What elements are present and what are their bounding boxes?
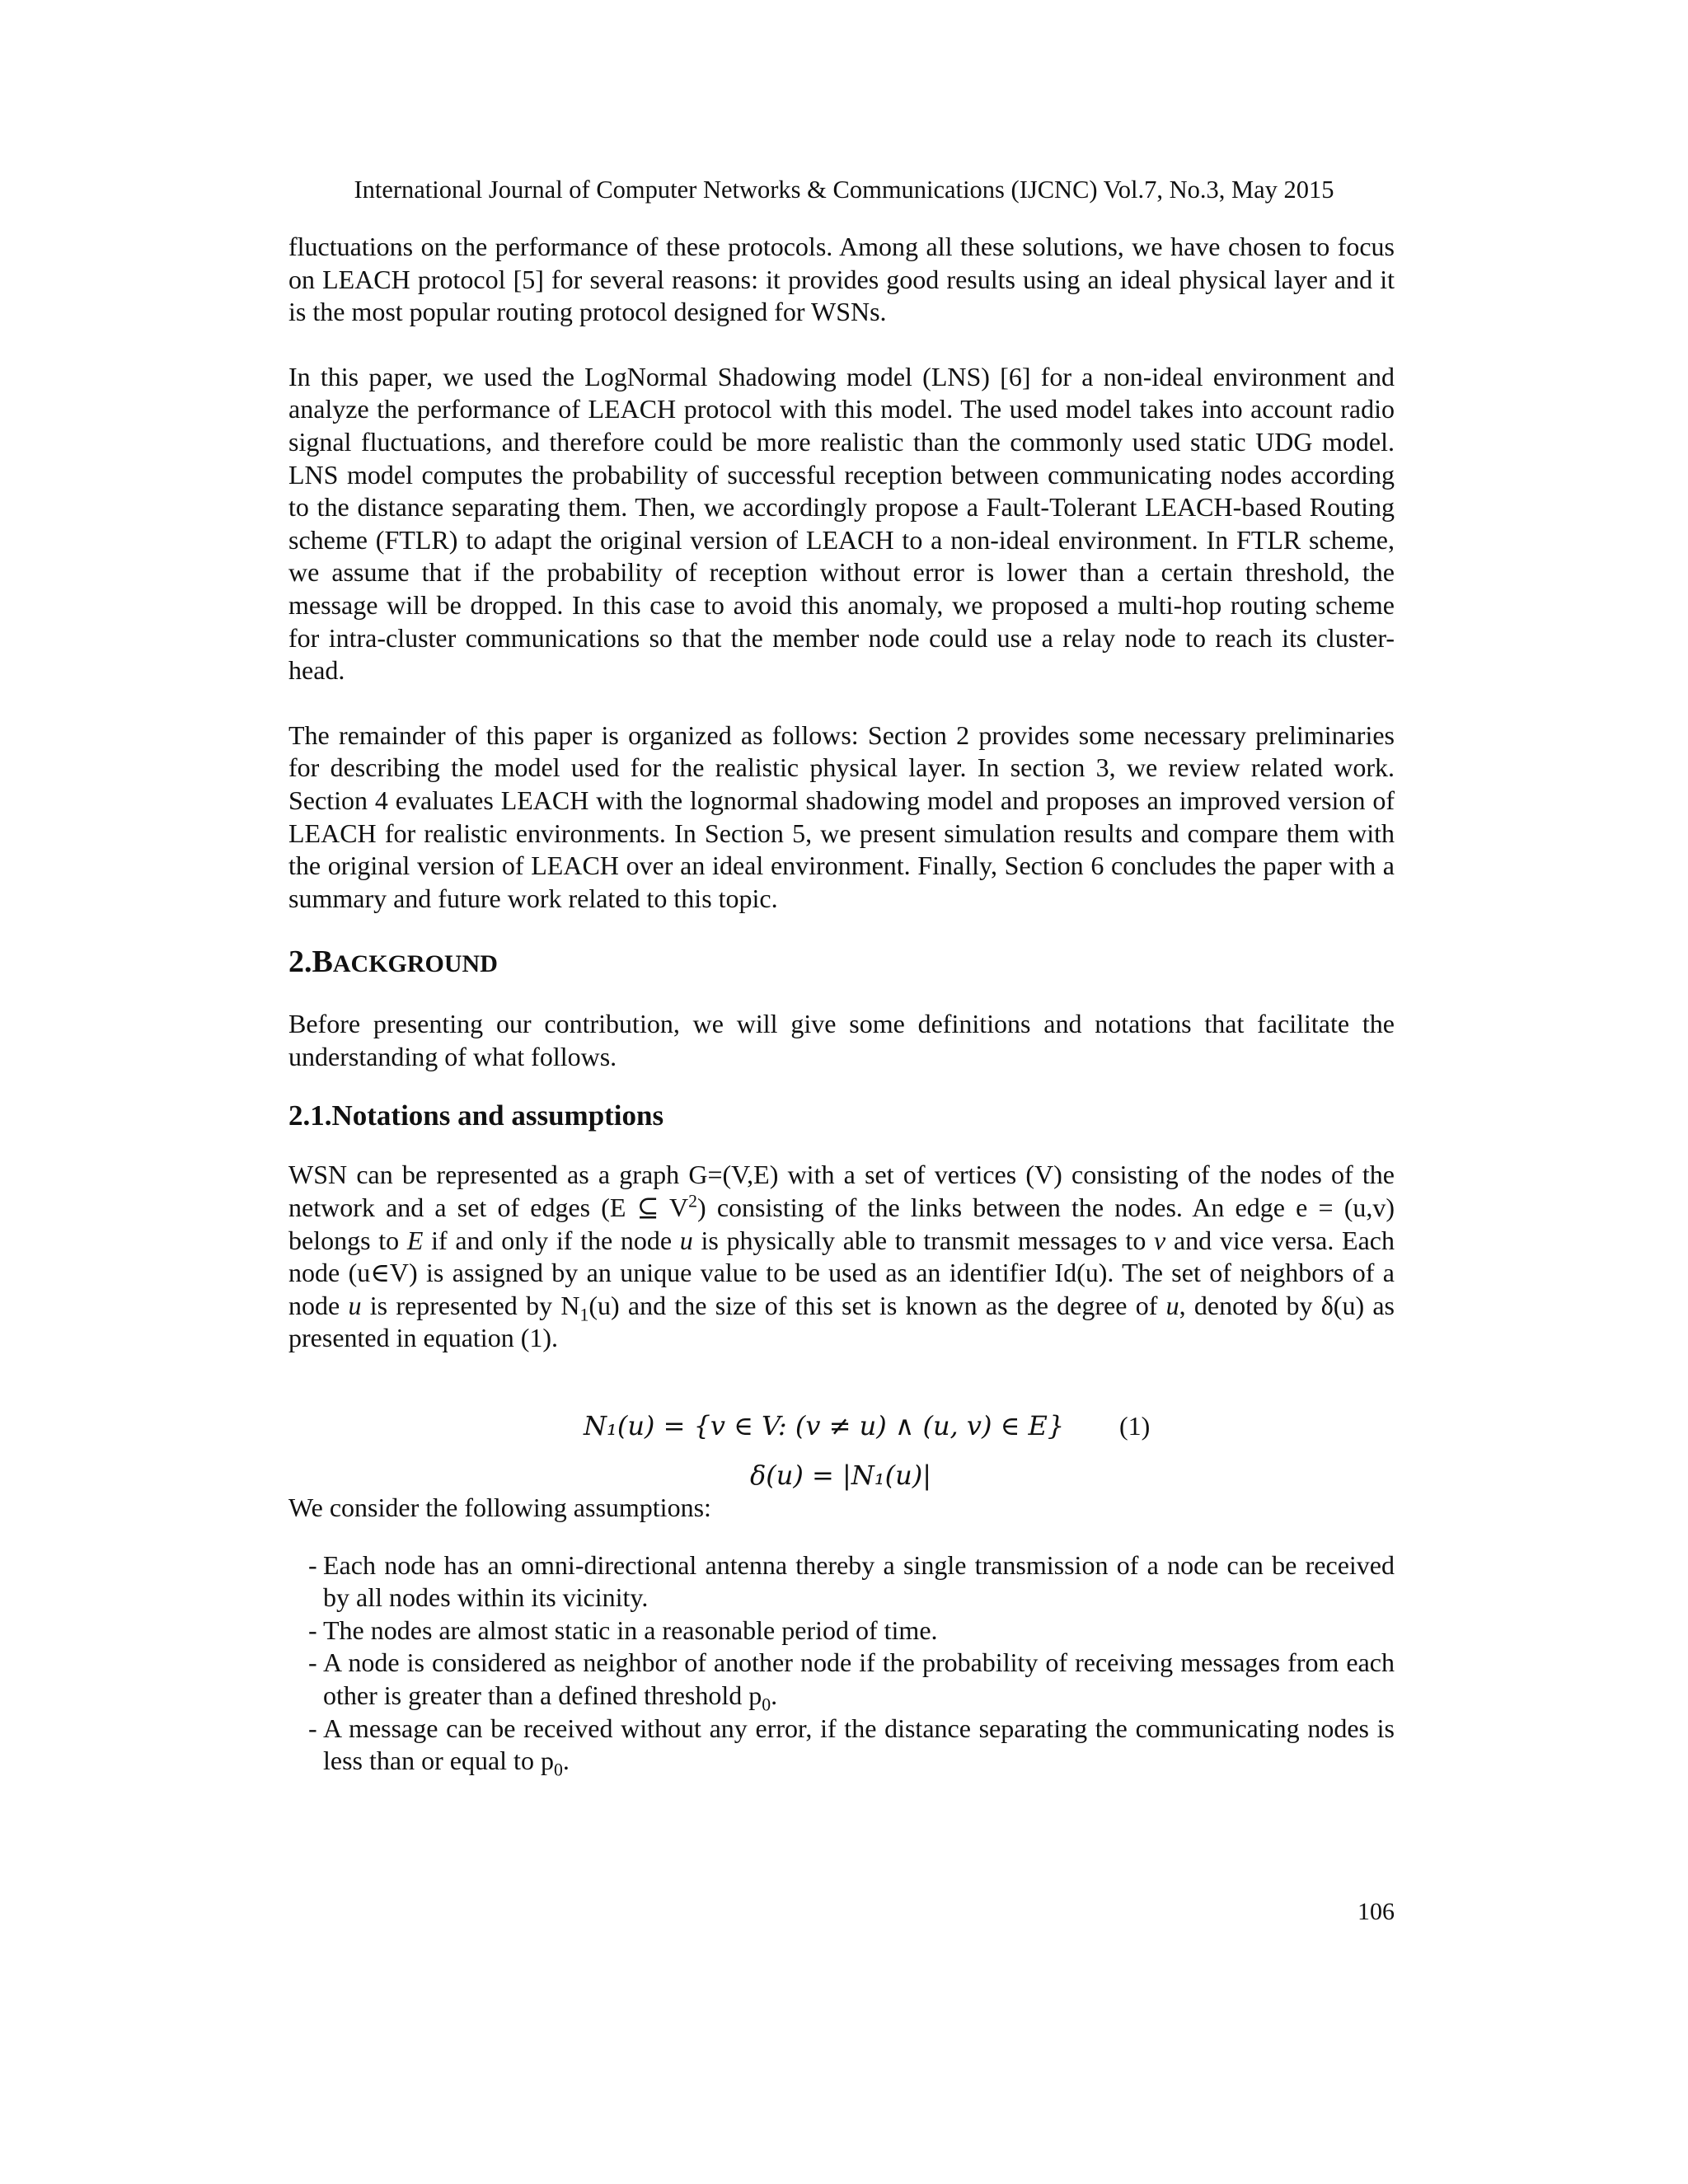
page-number: 106 [1357,1898,1395,1925]
list-item: - A node is considered as neighbor of another node if the probability of receiving messages from each other is greater than a defined threshold $p_0$. [308,1647,1395,1715]
list-item: - A message can be received without any error, if the distance separating the communicating nodes is less than or equal to $p_0$. [308,1713,1395,1780]
section-heading-background [288,943,1395,983]
equation-block [288,1409,1395,1508]
list-item: - Each node has an omni-directional antenna thereby a single transmission of a node can be received by all nodes within its vicinity. [308,1549,1395,1613]
list-item: - The nodes are almost static in a reasonable period of time. [308,1615,938,1645]
assumptions-list [288,1549,1395,1778]
background-paragraph: Before presenting our contribution, we will give some definitions and notations that facilitate the understanding of what follows. [288,1009,1395,1071]
body-content [288,231,1395,1778]
intro-paragraph-2: In this paper, we used the LogNormal Shadowing model (LNS) [6] for a non-ideal environment and analyze the performance of LEACH protocol with this model. The used model takes into account radio signal fluctuations, and therefore could be more realistic than the commonly used static UDG model. LNS model computes the probability of successful reception between communicating nodes according to the distance separating them. Then, we accordingly propose a Fault-Tolerant LEACH-based Routing scheme (FTLR) to adapt the original version of LEACH to a non-ideal environment. In FTLR scheme, we assume that if the probability of reception without error is lower than a certain threshold, the message will be dropped. In this case to avoid this anomaly, we proposed a multi-hop routing scheme for intra-cluster communications so that the member node could use a relay node to reach its cluster-head. [288,361,1395,686]
section-heading-prefix: 2.B [288,944,333,980]
equation-neighbor-set: N₁(u) = {v ∈ V: (v ≠ u) ∧ (u, v) ∈ E} [584,1410,1065,1442]
notations-paragraph: WSN can be represented as a graph G=(V,E) with a set of vertices (V) consisting of the nodes of the network and a set of edges (E ⊆ $V^2$) consisting of the links between the nodes. An edge e = (u,v) belongs to E if and only if the node u is physically able to transmit messages to v and vice versa. Each node (u∈V) is assigned by an unique value to be used as an identifier Id(u). The set of neighbors of a node u is represented by $N_1(u)$ and the size of this set is known as the degree of u, denoted by δ(u) as presented in equation (1). [288,1160,1395,1353]
subsection-heading-notations: 2.1.Notations and assumptions [288,1099,664,1132]
intro-paragraph-1: fluctuations on the performance of these protocols. Among all these solutions, we have chosen to focus on LEACH protocol [5] for several reasons: it provides good results using an ideal physical layer and it is the most popular routing protocol designed for WSNs. [288,232,1395,327]
equation-degree: δ(u) = |N₁(u)| [750,1460,931,1492]
section-heading-smallcaps: ACKGROUND [332,950,498,978]
running-header: International Journal of Computer Networks & Communications (IJCNC) Vol.7, No.3, May 2015 [354,176,1334,204]
assumptions-intro: We consider the following assumptions: [288,1493,711,1523]
intro-paragraph-3: The remainder of this paper is organized as follows: Section 2 provides some necessary preliminaries for describing the model used for the realistic physical layer. In section 3, we review related work. Section 4 evaluates LEACH with the lognormal shadowing model and proposes an improved version of LEACH for realistic environments. In Section 5, we present simulation results and compare them with the original version of LEACH over an ideal environment. Finally, Section 6 concludes the paper with a summary and future work related to this topic. [288,719,1395,913]
equation-number: (1) [1119,1411,1151,1441]
